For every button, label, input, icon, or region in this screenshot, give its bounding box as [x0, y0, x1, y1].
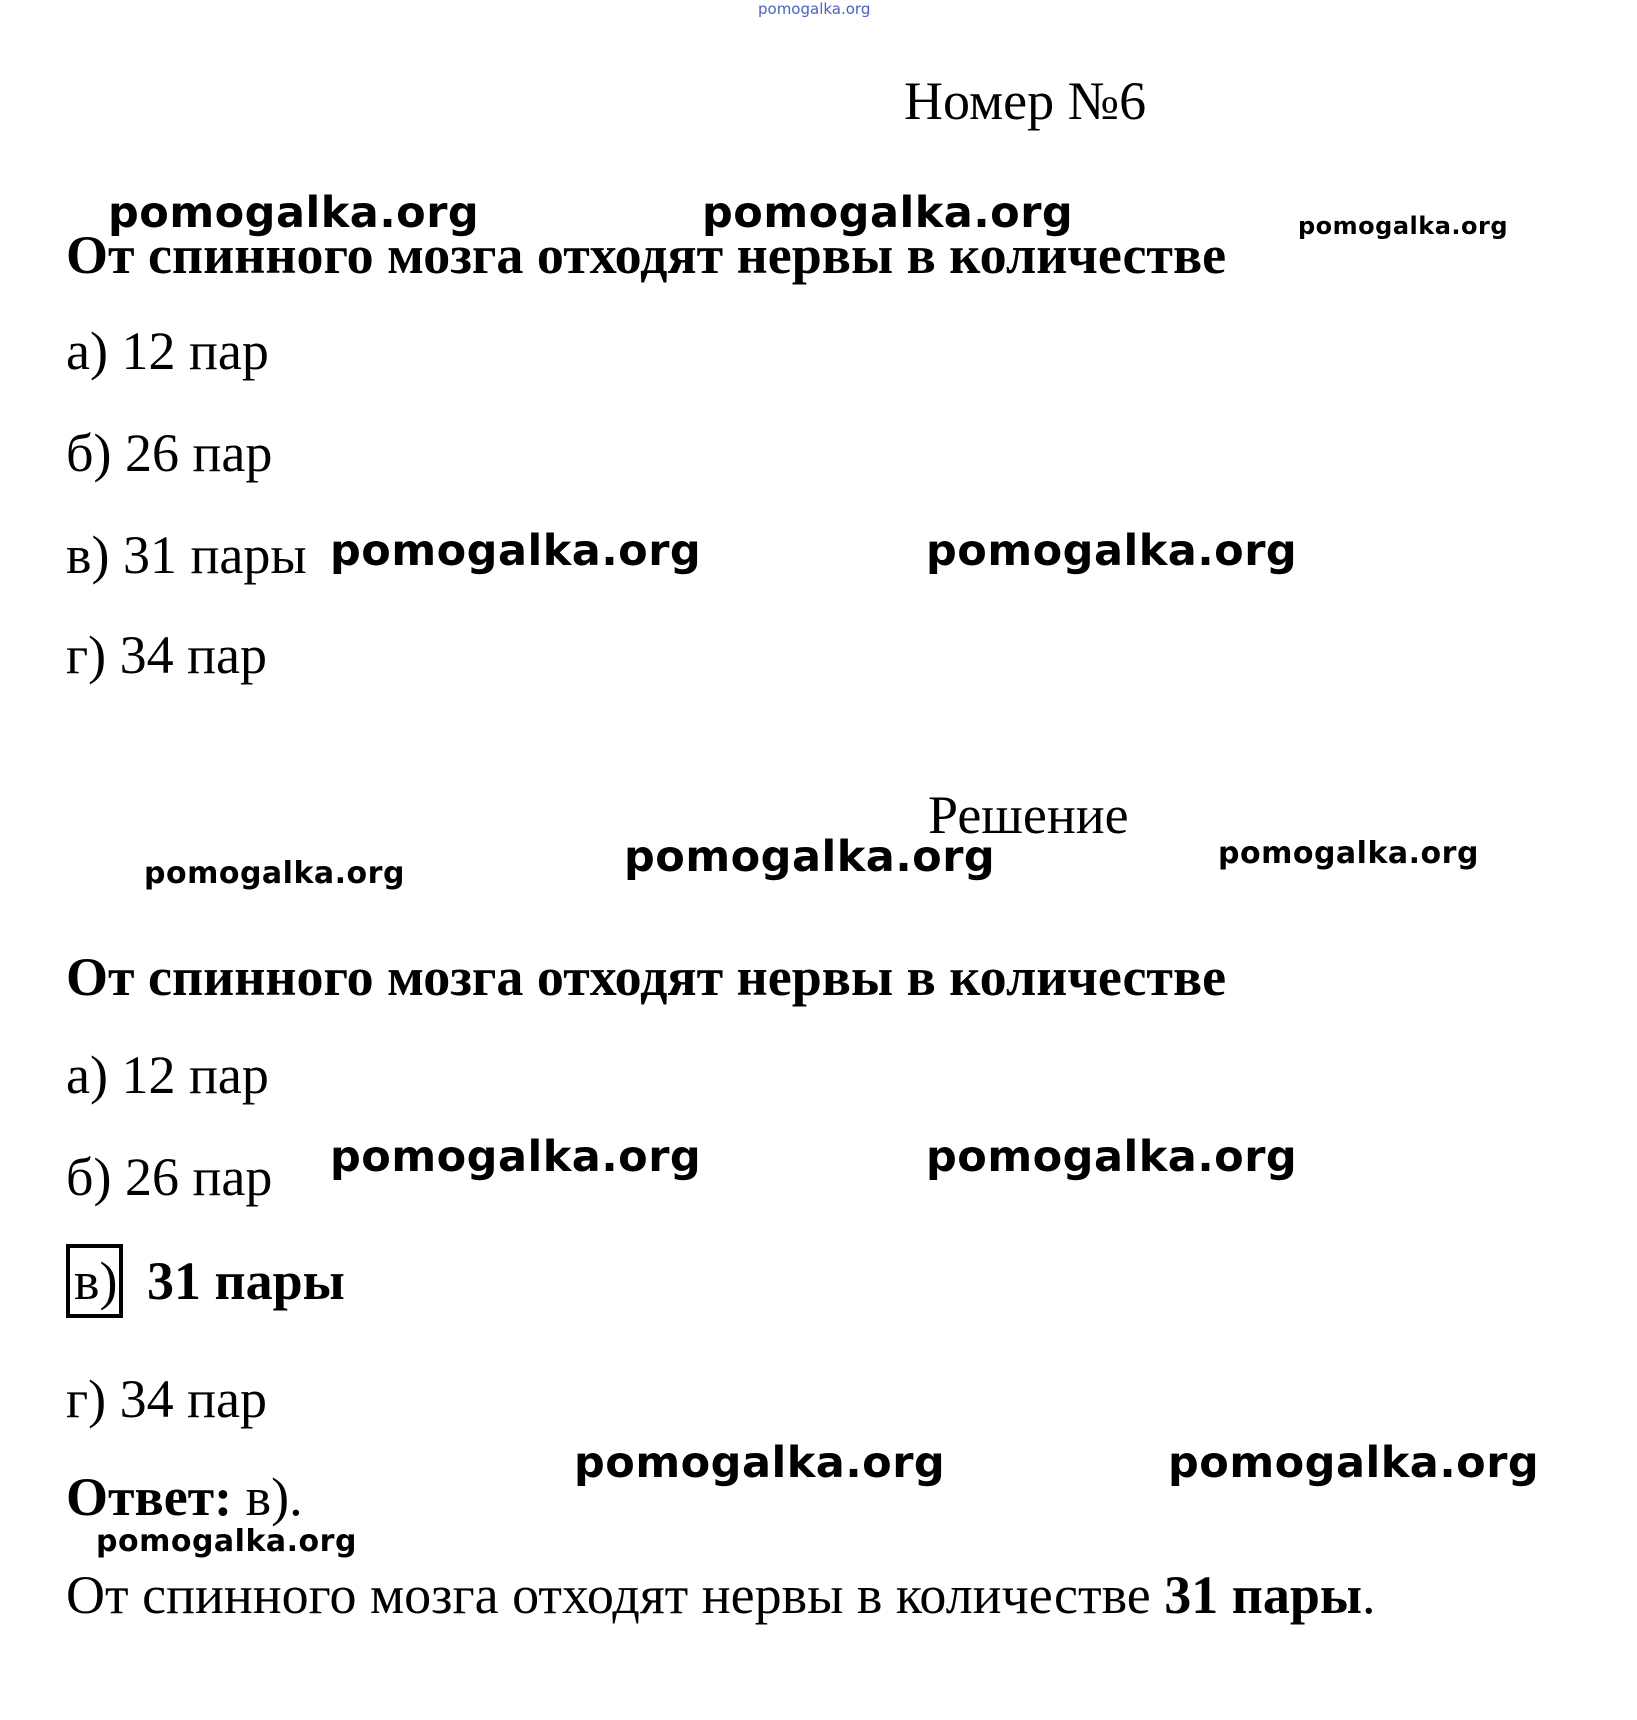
watermark: pomogalka.org — [108, 188, 480, 238]
question-text: От спинного мозга отходят нервы в количестве — [66, 225, 1227, 285]
answer-label: Ответ: — [66, 1467, 233, 1527]
watermark-top: pomogalka.org — [758, 0, 871, 18]
solution-option-b: б) 26 пар — [66, 1147, 273, 1207]
watermark: pomogalka.org — [624, 832, 996, 882]
option-b: б) 26 пар — [66, 423, 273, 483]
page-title: Номер №6 — [904, 71, 1147, 131]
watermark: pomogalka.org — [926, 526, 1298, 576]
answer-line — [66, 1466, 303, 1528]
conclusion-line — [66, 1564, 1376, 1626]
watermark: pomogalka.org — [1168, 1438, 1540, 1488]
solution-option-v — [66, 1244, 345, 1318]
solution-option-a: а) 12 пар — [66, 1045, 269, 1105]
watermark: pomogalka.org — [574, 1438, 946, 1488]
watermark: pomogalka.org — [330, 526, 702, 576]
solution-option-g: г) 34 пар — [66, 1369, 267, 1429]
watermark: pomogalka.org — [96, 1524, 357, 1559]
option-v: в) 31 пары — [66, 525, 307, 585]
conclusion-text: От спинного мозга отходят нервы в количестве — [66, 1565, 1165, 1625]
watermark: pomogalka.org — [702, 188, 1074, 238]
answer-value: в). — [232, 1467, 303, 1527]
conclusion-bold: 31 пары — [1164, 1565, 1363, 1625]
selected-answer-box: в) — [66, 1244, 123, 1318]
watermark: pomogalka.org — [1218, 836, 1479, 871]
option-g: г) 34 пар — [66, 625, 267, 685]
watermark: pomogalka.org — [1298, 212, 1509, 240]
option-a: а) 12 пар — [66, 321, 269, 381]
watermark: pomogalka.org — [330, 1132, 702, 1182]
solution-heading: Решение — [928, 785, 1129, 845]
selected-answer-value: 31 пары — [146, 1251, 345, 1311]
watermark: pomogalka.org — [144, 856, 405, 891]
solution-question-text: От спинного мозга отходят нервы в количестве — [66, 947, 1227, 1007]
watermark: pomogalka.org — [926, 1132, 1298, 1182]
conclusion-end: . — [1362, 1565, 1376, 1625]
